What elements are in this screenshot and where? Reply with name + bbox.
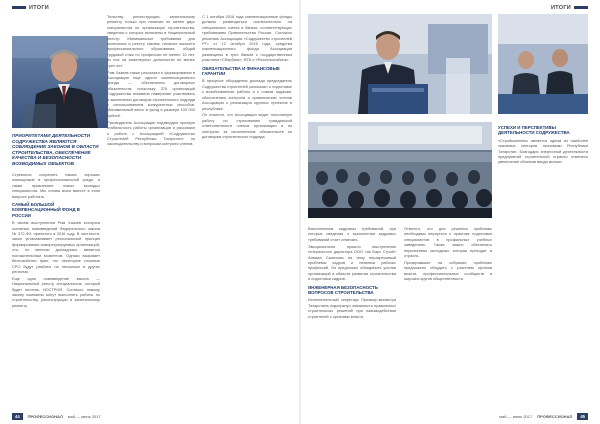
paragraph: Эмоционально прошло выступление генерального директора ООО «Ак Барс Строй» Алмаза Салихова на тему неразрешимой проблемы кадров и нехватки рабочих профессий. Он предложил объединить усилия организаций в области развития строительства и подготовки кадров.	[308, 243, 396, 282]
footer-right	[499, 412, 588, 420]
subheading: ИНЖЕНЕРНАЯ БЕЗОПАСНОСТЬ ВОПРОСОВ СТРОИТЕЛЬСТВА	[308, 284, 379, 295]
paragraph: Тельству, реконструкции, капитальному ремонту только при наличии не менее двух специалистов по организации строительства, сведения о которых включены в Национальный реестр. Минимальные требования для включения в реестр таковы: наличие высшего профессионального образования, общий трудовой стаж по профессии не менее 10 лет, из них на инженерных должностях не менее трех лет.	[107, 14, 195, 68]
issue-date-left: май — июнь 2017	[67, 413, 101, 419]
speaker-podium-photo	[308, 14, 492, 114]
paragraph: Он отметил, что Ассоциация ведет постоянную работу по страхованию гражданской ответственности членов организации и по контролю за исполнением обязательств по договорам строительного подряда.	[202, 112, 292, 140]
issue-date-right: май — июнь 2017	[499, 413, 533, 419]
left-page-column-3	[202, 14, 292, 410]
paragraph: Руководитель Ассоциации подтвердил прочную стабильность работы организации и рассказал о работе с Ассоциацией «Содружество Строителей Республики Татарстан» по законодательству и вопросам контроля членов.	[107, 119, 195, 147]
section-tag-bar	[12, 6, 26, 9]
speaker-portrait-photo	[12, 36, 108, 128]
section-tag-left	[12, 5, 49, 11]
section-tag-bar	[574, 6, 588, 9]
section-tag-left-label: ИТОГИ	[29, 5, 50, 11]
subheading: САМЫЙ БОЛЬШОЙ КОМПЕНСАЦИОННЫЙ ФОНД В РОССИИ	[12, 202, 80, 218]
paragraph: Прозвучавшие на собрании проблемы предложено обсудить с участием органов власти, профессиональных сообществ и широких кругов общественности.	[404, 259, 492, 282]
paragraph: Исполнительный секретарь Премьер-министра Татарстана подчеркнул значимость правильных строительных решений при взаимодействии строителей с органами власти.	[308, 297, 396, 319]
footer-left	[12, 412, 101, 420]
subheading: УСПЕХИ И ПЕРСПЕКТИВЫ ДЕЯТЕЛЬНОСТИ СОДРУЖЕСТВА	[498, 125, 570, 136]
conference-hall-photo	[308, 122, 492, 218]
photo-caption: ПРИОРИТЕТАМИ ДЕЯТЕЛЬНОСТИ СОДРУЖЕСТВА ЯВЛЯЮТСЯ СОБЛЮДЕНИЕ ЗАКОНОВ В ОБЛАСТИ СТРОИТЕЛЬСТВА, ОБЕСПЕЧЕНИЕ КАЧЕСТВА И БЕЗОПАСНОСТИ ВОЗВОДИМЫХ ОБЪЕКТОВ	[12, 133, 99, 166]
subheading: ОБЯЗАТЕЛЬСТВА И ФИНАНСОВЫЕ ГАРАНТИИ	[202, 65, 280, 77]
page-gutter	[299, 0, 301, 424]
presidium-photo	[498, 14, 588, 114]
paragraph: В своем выступлении Рим Хазиев коснулся основных нововведений Федерального закона № 372-ФЗ, принятого в 2016 году. В частности, закон устанавливает региональный принцип формирования саморегулируемых организаций, что, по мнению докладчика, является положительным моментом. Однако вызывает беспокойство факт, что некоторые сложные СРО будут разбиты на несколько в других регионах.	[12, 220, 100, 274]
paragraph: Рим Хазиев также рассказал о формировании в Ассоциации еще одного компенсационного фонда — обеспечения договорных обязательств, поскольку 376 организаций Содружества изъявили намерение участвовать в заключении договоров строительного подряда с использованием конкурентных способов. Минимальный взнос в фонд в размере 100 000 рублей.	[107, 69, 195, 118]
page-number-right: 45	[577, 413, 588, 420]
section-tag-right-label: ИТОГИ	[550, 5, 571, 11]
left-page-column-1	[12, 172, 100, 410]
right-page-column-2	[404, 226, 492, 410]
left-page-column-2	[107, 14, 195, 410]
paragraph: Выполнением кадровых требований, при которых сведения о выполнении кадровых требований стоит отмечать.	[308, 226, 396, 242]
magazine-name-left: ПРОФЕССИОНАЛ	[27, 413, 63, 419]
right-page-column-1	[308, 226, 396, 410]
paragraph: Еще одно нововведение закона — Национальный реестр специалистов, который будет вестись НОСТРОЙ. Согласно новому закону компании могут выполнять работы по строительству, реконструкции и капитальному ремонту.	[12, 275, 100, 308]
section-tag-right	[551, 5, 588, 11]
paragraph: В процессе обсуждения доклада председатель Содружества строителей рассказал о подготовке к возобновлению работы и к новым задачам, обеспечению контроля и привлечению членов Ассоциации к реализации крупных проектов в республике.	[202, 78, 292, 111]
magazine-name-right: ПРОФЕССИОНАЛ	[537, 413, 573, 419]
paragraph: С 1 октября 2016 года компенсационные фонды должны размещаться исключительно на специальных счетах в банках, соответствующих требованиям Правительства России. Согласно решению Ассоциации «Содружество строителей РТ» от 12 октября 2016 года, средства компенсационного фонда Ассоциации размещены в трех банках с государственным участием «Сбербанк», ВТБ и «Россельхозбанк».	[202, 14, 292, 63]
right-page-column-3	[498, 122, 588, 410]
paragraph: Отметил, что для решения проблемы необходимо вернуться к практике подготовки специалистов в профильных учебных заведениях. Также важно обеспечить перспективы молодежи, которая приходит в отрасль.	[404, 226, 492, 259]
paragraph: «Стройкомплекс является одним из наиболее значимых секторов экономики Республики Татарстан. Благодаря энергичной деятельности предприятий строительной отрасли отмечено увеличение объемов ввода жилья».	[498, 137, 588, 165]
paragraph: Стремятся сохранить наших хороших помощников в профессиональной среде, а также привлекают новых молодых специалистов. Мы готовы всем вместе в этом вопросе работать.	[12, 172, 100, 199]
page-number-left: 44	[12, 413, 23, 420]
